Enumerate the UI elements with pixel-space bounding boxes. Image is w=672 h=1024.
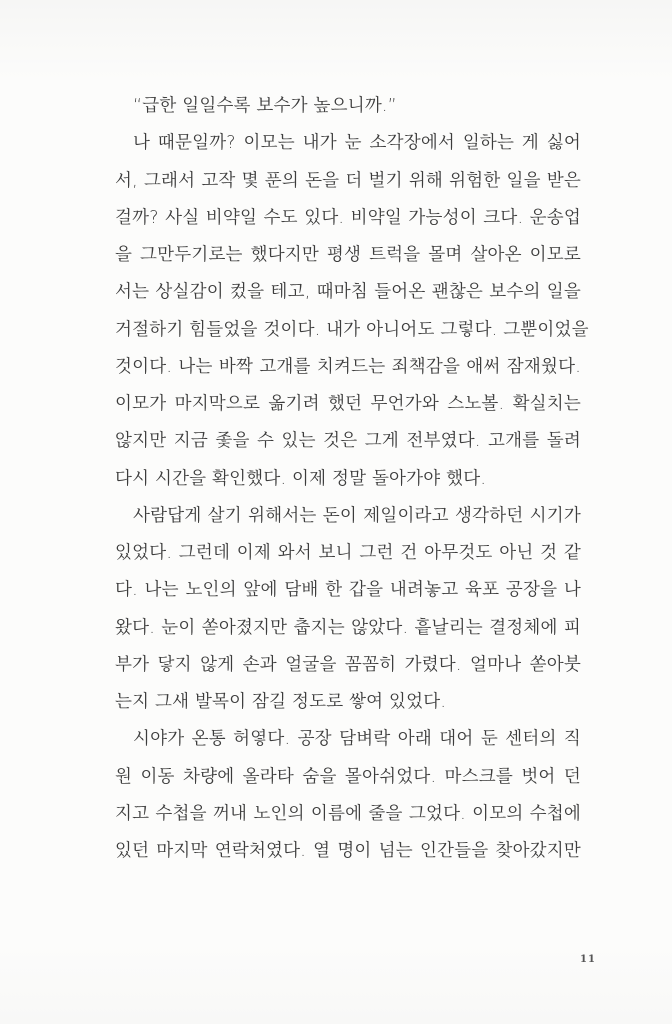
text-line: 시야가 온통 허옇다. 공장 담벼락 아래 대어 둔 센터의 직	[133, 729, 581, 750]
text-line: 부가 닿지 않게 손과 얼굴을 꼼꼼히 가렸다. 얼마나 쏟아붓	[115, 654, 581, 675]
text-line: 것이다. 나는 바짝 고개를 치켜드는 죄책감을 애써 잠재웠다.	[115, 356, 581, 377]
text-line: 이모가 마지막으로 옮기려 했던 무언가와 스노볼. 확실치는	[115, 394, 581, 414]
text-line: 다시 시간을 확인했다. 이제 정말 돌아가야 했다.	[115, 468, 487, 489]
body-text	[115, 88, 589, 870]
text-line: 원 이동 차량에 올라타 숨을 몰아쉬었다. 마스크를 벗어 던	[115, 766, 581, 787]
text-line: 다. 나는 노인의 앞에 담배 한 갑을 내려놓고 육포 공장을 나	[115, 580, 581, 601]
text-line: “급한 일일수록 보수가 높으니까.”	[133, 96, 397, 116]
text-line: 않지만 지금 좇을 수 있는 것은 그게 전부였다. 고개를 돌려	[115, 431, 581, 452]
page-number: 11	[580, 954, 596, 965]
text-line: 있던 마지막 연락처였다. 열 명이 넘는 인간들을 찾아갔지만	[115, 841, 581, 861]
text-line: 왔다. 눈이 쏟아졌지만 춥지는 않았다. 흩날리는 결정체에 피	[115, 617, 581, 638]
text-line: 사람답게 살기 위해서는 돈이 제일이라고 생각하던 시기가	[133, 505, 581, 526]
text-line: 서는 상실감이 컸을 테고, 때마침 들어온 괜찮은 보수의 일을	[115, 282, 581, 303]
text-line: 거절하기 힘들었을 것이다. 내가 아니어도 그렇다. 그뿐이었을	[115, 319, 589, 340]
text-line: 걸까? 사실 비약일 수도 있다. 비약일 가능성이 크다. 운송업	[115, 207, 581, 228]
text-line: 있었다. 그런데 이제 와서 보니 그런 건 아무것도 아닌 것 같	[115, 543, 581, 563]
text-line: 을 그만두기로는 했다지만 평생 트럭을 몰며 살아온 이모로	[115, 245, 581, 265]
text-line: 지고 수첩을 꺼내 노인의 이름에 줄을 그었다. 이모의 수첩에	[115, 803, 581, 824]
text-line: 서, 그래서 고작 몇 푼의 돈을 더 벌기 위해 위험한 일을 받은	[115, 170, 581, 191]
text-line: 나 때문일까? 이모는 내가 눈 소각장에서 일하는 게 싫어	[133, 133, 581, 154]
text-line: 는지 그새 발목이 잠길 정도로 쌓여 있었다.	[115, 692, 447, 712]
